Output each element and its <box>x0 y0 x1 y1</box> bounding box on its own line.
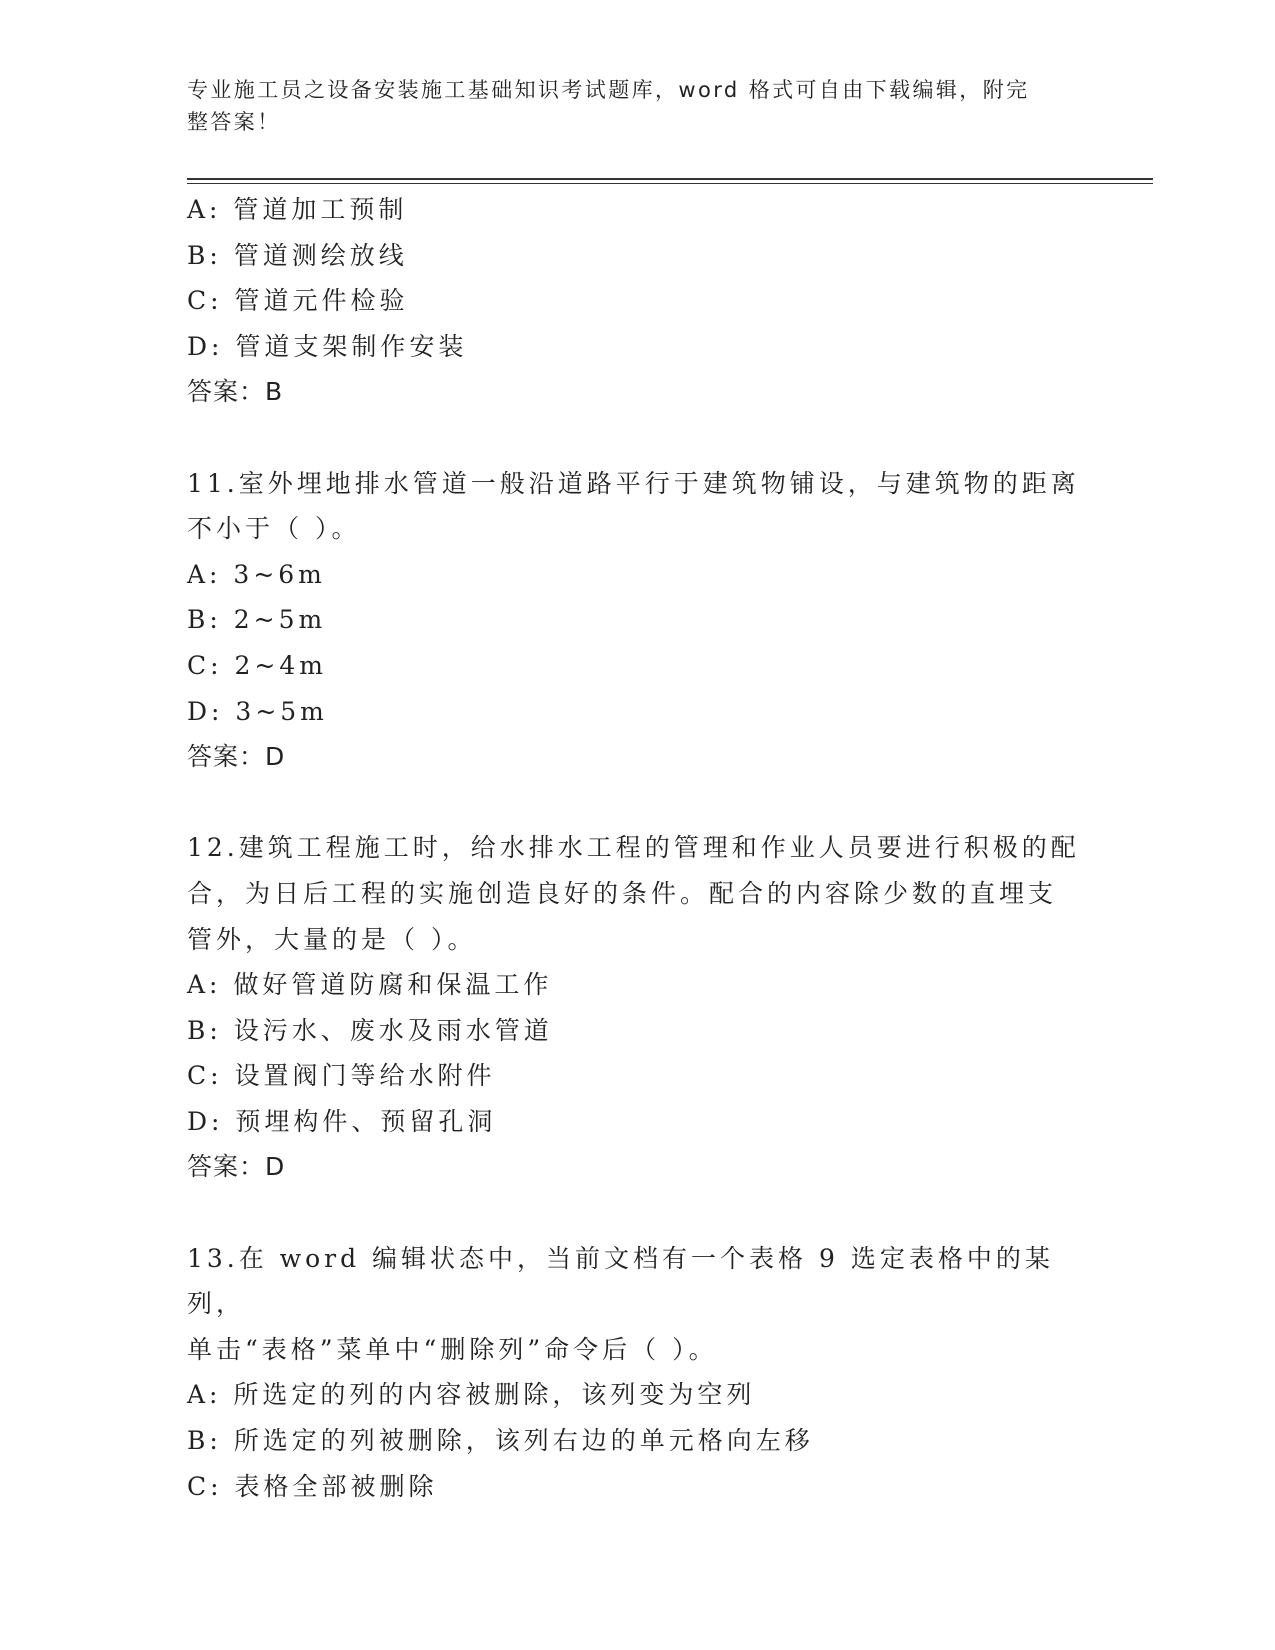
header-divider-thin <box>187 183 1153 184</box>
option-b: B: 管道测绘放线 <box>187 240 408 270</box>
question-list <box>187 187 1087 1509</box>
option-b: B: 设污水、废水及雨水管道 <box>187 1015 553 1045</box>
spacer <box>187 780 1087 826</box>
answer-line: 答案：B <box>187 377 284 407</box>
option-c: C: 2~4m <box>187 650 327 680</box>
header-divider-thick <box>187 178 1153 180</box>
option-c: C: 设置阀门等给水附件 <box>187 1061 496 1091</box>
question-stem-line-3: 管外，大量的是（ ）。 <box>187 924 477 954</box>
question-stem-line-2: 单击“表格”菜单中“删除列”命令后（ ）。 <box>187 1334 718 1364</box>
option-b: B: 所选定的列被删除，该列右边的单元格向左移 <box>187 1426 814 1456</box>
document-header <box>187 74 1067 138</box>
question-12 <box>187 825 1087 1190</box>
option-a: A: 做好管道防腐和保温工作 <box>187 970 553 1000</box>
header-title-line-1: 专业施工员之设备安装施工基础知识考试题库，word 格式可自由下载编辑，附完 <box>187 78 1030 102</box>
question-stem-line-1: 13.在 word 编辑状态中，当前文档有一个表格 9 选定表格中的某列， <box>187 1243 1054 1319</box>
question-stem-line-1: 11.室外埋地排水管道一般沿道路平行于建筑物铺设，与建筑物的距离 <box>187 468 1080 498</box>
option-d: D: 管道支架制作安装 <box>187 331 468 361</box>
option-c: C: 表格全部被删除 <box>187 1471 438 1501</box>
answer-line: 答案：D <box>187 1152 286 1182</box>
spacer <box>187 1190 1087 1236</box>
option-a: A: 所选定的列的内容被删除，该列变为空列 <box>187 1380 756 1410</box>
question-stem-line-2: 合，为日后工程的实施创造良好的条件。配合的内容除少数的直埋支 <box>187 878 1058 908</box>
header-title-line-2: 整答案！ <box>187 110 281 134</box>
question-stem-line-1: 12.建筑工程施工时，给水排水工程的管理和作业人员要进行积极的配 <box>187 833 1080 863</box>
spacer <box>187 415 1087 461</box>
question-11 <box>187 461 1087 780</box>
option-d: D: 预埋构件、预留孔洞 <box>187 1106 497 1136</box>
option-a: A: 管道加工预制 <box>187 195 408 224</box>
option-a: A: 3~6m <box>187 559 326 589</box>
answer-line: 答案：D <box>187 742 286 772</box>
option-b: B: 2~5m <box>187 605 327 635</box>
question-13 <box>187 1236 1087 1510</box>
question-prev <box>187 187 1087 415</box>
question-stem-line-2: 不小于（ ）。 <box>187 514 361 544</box>
option-c: C: 管道元件检验 <box>187 286 409 316</box>
option-d: D: 3~5m <box>187 696 328 726</box>
